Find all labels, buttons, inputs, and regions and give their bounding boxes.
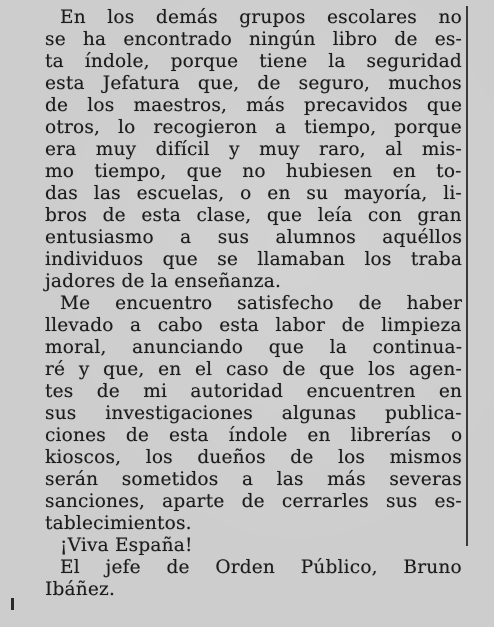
- text-line: moral, anunciando que la continua-: [45, 337, 463, 358]
- text-line: era muy difícil y muy raro, al mis-: [45, 139, 462, 160]
- text-line: de los maestros, más precavidos que: [45, 95, 463, 116]
- text-line: sus investigaciones algunas publica-: [45, 403, 462, 424]
- text-line: ta índole, porque tiene la seguridad: [45, 51, 462, 72]
- text-line: tes de mi autoridad encuentren en: [45, 381, 463, 402]
- text-line: Me encuentro satisfecho de haber: [60, 293, 463, 314]
- text-line: individuos que se llamaban los traba: [45, 249, 463, 270]
- text-line: ré y que, en el caso de que los agen-: [45, 359, 462, 380]
- text-line: Ibáñez.: [45, 579, 116, 600]
- text-line: llevado a cabo esta labor de limpieza: [45, 315, 462, 336]
- text-line: entusiasmo a sus alumnos aquéllos: [45, 227, 463, 248]
- margin-mark: [11, 598, 14, 610]
- text-line: mo tiempo, que no hubiesen en to-: [45, 161, 462, 182]
- text-line: ¡Viva España!: [60, 535, 193, 556]
- text-line: serán sometidos a las más severas: [45, 469, 462, 490]
- text-line: jadores de la enseñanza.: [45, 271, 282, 292]
- text-line: kioscos, los dueños de los mismos: [45, 447, 462, 468]
- text-line: sanciones, aparte de cerrarles sus es-: [45, 491, 462, 512]
- text-line: ciones de esta índole en librerías o: [45, 425, 463, 446]
- text-line: El jefe de Orden Público, Bruno: [60, 557, 462, 578]
- text-line: otros, lo recogieron a tiempo, porque: [45, 117, 462, 138]
- column-rule: [466, 6, 468, 546]
- text-line: se ha encontrado ningún libro de es-: [45, 29, 462, 50]
- text-line: esta Jefatura que, de seguro, muchos: [45, 73, 462, 94]
- text-line: bros de esta clase, que leía con gran: [45, 205, 462, 226]
- text-line: En los demás grupos escolares no: [60, 7, 462, 28]
- text-line: das las escuelas, o en su mayoría, li-: [45, 183, 462, 204]
- text-line: tablecimientos.: [45, 513, 192, 534]
